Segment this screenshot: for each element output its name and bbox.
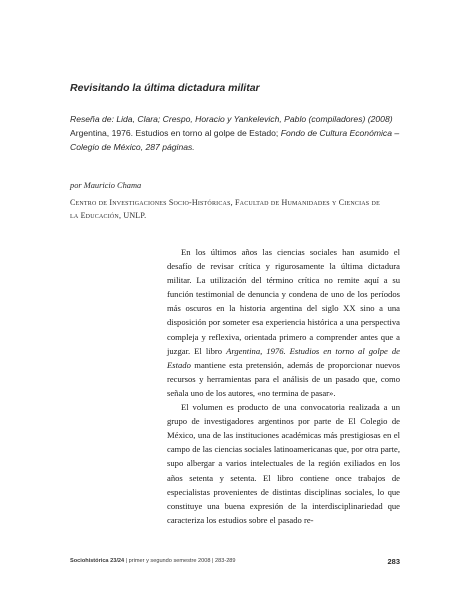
review-publisher: Fondo de Cultura Económica – Colegio de México, 287 páginas. (70, 128, 400, 152)
page-footer (70, 557, 400, 569)
page-number: 283 (387, 557, 400, 566)
book-title-reference: Argentina, 1976. Estudios en torno al golpe de Estado (167, 345, 400, 370)
footer-citation (70, 558, 236, 564)
review-book-title: Argentina, 1976. Estudios en torno al golpe de Estado; (70, 128, 281, 138)
body-paragraph: El volumen es producto de una convocatoria realizada a un grupo de investigadores argentinos por parte de El Colegio de México, una de las instituciones académicas más prestigiosas en el campo de las ciencias sociales latinoamericanas que, por otra parte, supo albergar a varios intelectuales de la región exiliados en los años setenta y setenta. El libro contiene once trabajos de especialistas provenientes de distintas disciplinas sociales, lo que constituye una buena expresión de la interdisciplinariedad que caracteriza los estudios sobre el pasado re- (167, 402, 400, 525)
body-paragraph (167, 245, 400, 400)
paragraph-1-end: mantiene esta pretensión, además de proporcionar nuevos recursos y herramientas para el análisis de un pasado que, como señala uno de los autores, «no termina de pasar». (167, 359, 400, 398)
review-prefix: Reseña de: Lida, Clara; Crespo, Horacio y Yankelevich, Pablo (compiladores) (2008) (70, 114, 393, 124)
paragraph-1-start: En los últimos años las ciencias sociales han asumido el desafío de revisar crítica y rigurosamente la última dictadura militar. La utilización del término crítica no remite aquí a su función testimonial de denuncia y condena de uno de los períodos más oscuros en la historia argentina del siglo XX sino a una disposición por someter esa experiencia histórica a una perspectiva compleja y reflexiva, orientada primero a comprender antes que a juzgar. El libro (167, 247, 400, 356)
author-affiliation: Centro de Investigaciones Socio-Históricas, Facultad de Humanidades y Ciencias de la Educación, UNLP. (70, 198, 380, 220)
journal-name: Sociohistórica 23/24 (70, 558, 125, 564)
review-citation (70, 112, 400, 154)
article-body (167, 245, 400, 527)
author-byline: por Mauricio Chama (70, 181, 142, 190)
article-title: Revisitando la última dictadura militar (70, 82, 260, 94)
journal-issue: | primer y segundo semestre 2008 | 283-289 (124, 558, 236, 564)
